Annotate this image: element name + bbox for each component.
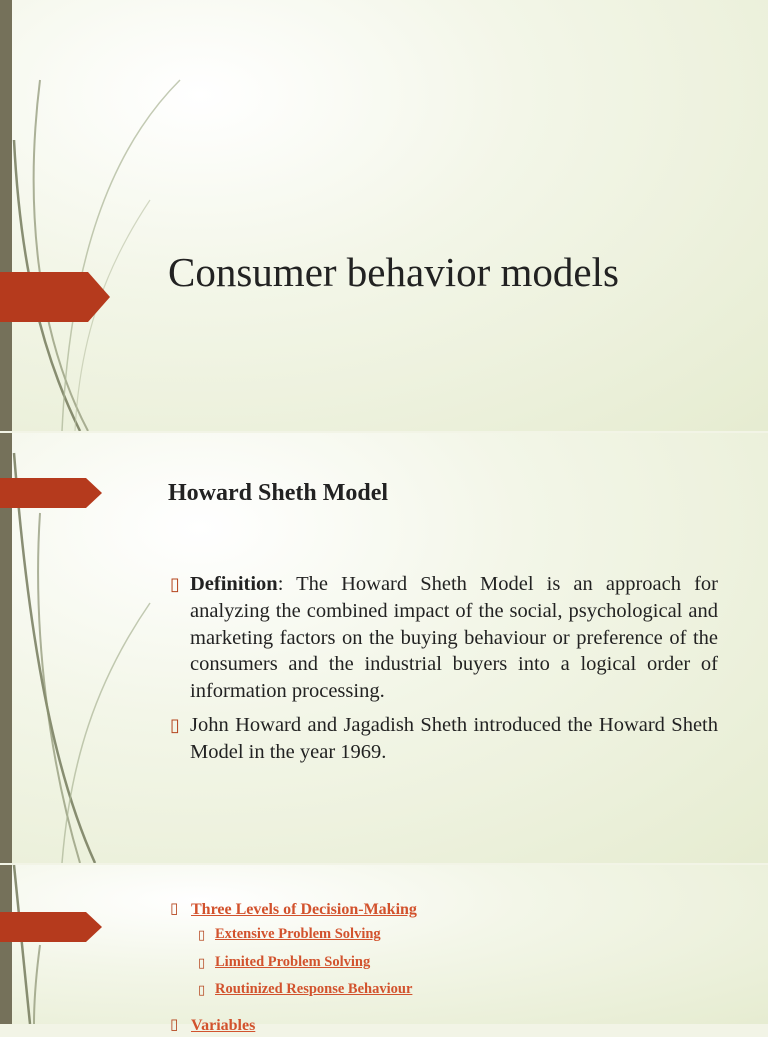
bullet-text: : The Howard Sheth Model is an approach for analyzing the combined impact of the social, psychological and marketing factors on the buying behaviour or preference of the consumers and the industrial buyers into a logical order of information processing. — [190, 573, 718, 703]
slide-left-bar — [0, 865, 12, 1024]
bullet-icon: ▯ — [170, 901, 179, 917]
outline-list — [170, 898, 730, 1037]
definition-list — [170, 571, 718, 773]
link-routinized-response[interactable]: Routinized Response Behaviour — [215, 981, 413, 997]
list-item — [170, 921, 730, 949]
list-item — [170, 1014, 730, 1037]
heading-accent-tab — [0, 478, 102, 508]
section-heading: Howard Sheth Model — [168, 480, 389, 506]
link-three-levels[interactable]: Three Levels of Decision-Making — [191, 901, 417, 918]
slide-left-bar — [0, 0, 12, 431]
decorative-swoosh — [0, 0, 200, 431]
slide-title: Consumer behavior models — [168, 249, 619, 295]
bullet-icon: ▯ — [170, 574, 180, 594]
link-limited-problem-solving[interactable]: Limited Problem Solving — [215, 953, 371, 970]
bullet-icon: ▯ — [170, 1016, 179, 1033]
outline-accent-tab — [0, 912, 102, 942]
list-item — [170, 712, 718, 766]
bullet-text: John Howard and Jagadish Sheth introduced the Howard Sheth Model in the year 1969. — [190, 713, 718, 763]
title-accent-tab — [0, 272, 110, 322]
list-item — [170, 949, 730, 977]
list-item — [170, 898, 730, 921]
bullet-icon: ▯ — [198, 927, 206, 942]
list-item — [170, 571, 718, 705]
bullet-icon: ▯ — [198, 982, 206, 997]
link-extensive-problem-solving[interactable]: Extensive Problem Solving — [215, 926, 381, 942]
bullet-icon: ▯ — [198, 954, 206, 970]
bullet-icon: ▯ — [170, 714, 180, 735]
bullet-term: Definition — [190, 573, 278, 595]
title-slide — [0, 0, 768, 431]
link-variables[interactable]: Variables — [191, 1016, 256, 1034]
list-item — [170, 976, 730, 1004]
